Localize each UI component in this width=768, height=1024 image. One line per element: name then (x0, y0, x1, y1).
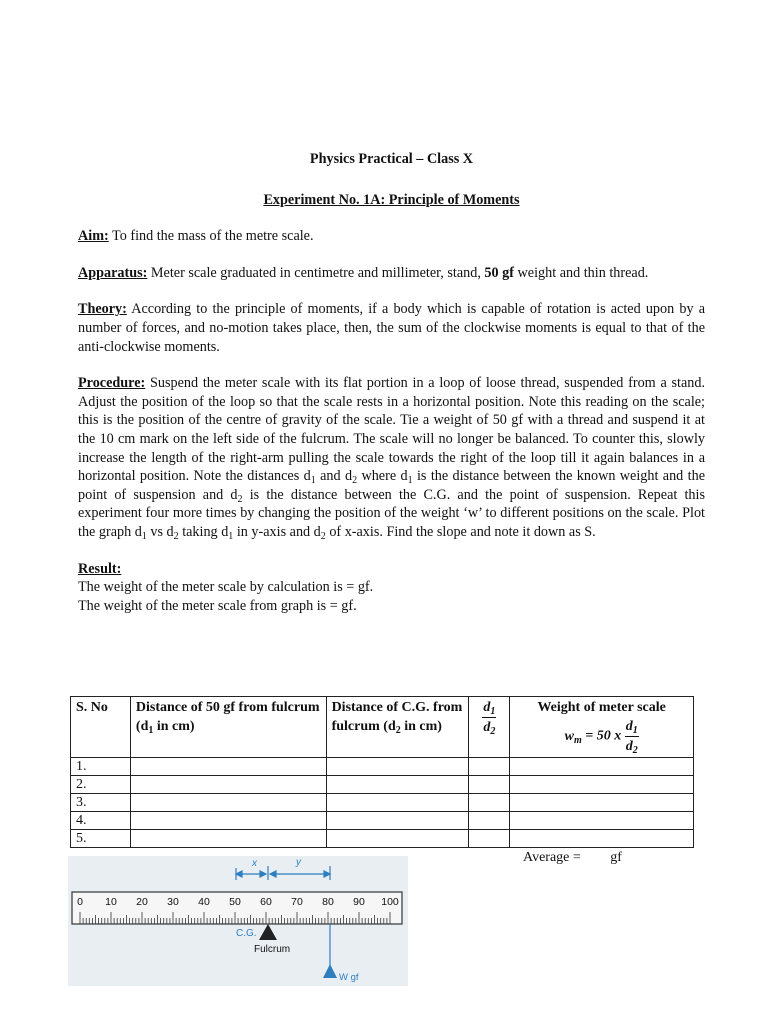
apparatus-bold: 50 gf (484, 264, 514, 281)
result-line-calculation: The weight of the meter scale by calculation is = gf. (78, 579, 374, 596)
procedure-text: and d (315, 468, 353, 485)
subscript: 1 (407, 475, 413, 487)
result-label: Result: (78, 560, 122, 577)
experiment-title: Experiment No. 1A: Principle of Moments (263, 191, 520, 208)
scale-tick-label: 0 (77, 896, 83, 908)
cell-input[interactable] (510, 812, 694, 830)
scale-tick-label: 10 (105, 896, 117, 908)
cell-input[interactable] (326, 830, 469, 848)
subscript: 1 (228, 530, 234, 542)
scale-tick-label: 80 (322, 896, 334, 908)
cell-input[interactable] (130, 776, 326, 794)
procedure-text: of x-axis. Find the slope and note it down as S. (325, 523, 596, 540)
apparatus-text-1: Meter scale graduated in centimetre and millimeter, stand, (147, 264, 485, 281)
scale-tick-label: 60 (260, 896, 272, 908)
cell-input[interactable] (469, 812, 510, 830)
cell-input[interactable] (326, 812, 469, 830)
cell-input[interactable] (469, 776, 510, 794)
scale-tick-label: 20 (136, 896, 148, 908)
observation-table (70, 696, 694, 848)
apparatus-label: Apparatus: (78, 264, 148, 281)
cell-input[interactable] (326, 776, 469, 794)
subscript: 2 (352, 475, 358, 487)
procedure-text: is the distance between the C.G. and the point of suspension. Repeat this experiment four more times by changing the position of the weight ‘w’ to different positions on the scale. Plot the graph d (78, 486, 705, 540)
header-weight (510, 697, 694, 758)
procedure-text: is the distance between the known weight and the point of suspension and d (78, 468, 705, 503)
cell-input[interactable] (130, 758, 326, 776)
header-distance-50gf: Distance of 50 gf from fulcrum ($d_1$ in cm) (130, 697, 326, 758)
cell-input[interactable] (510, 776, 694, 794)
cell-input[interactable] (130, 794, 326, 812)
apparatus-text-2: weight and thin thread. (513, 264, 649, 281)
weight-label: W gf (339, 972, 359, 983)
procedure-section (78, 374, 705, 541)
cell-input[interactable] (510, 758, 694, 776)
result-section (78, 560, 705, 616)
scale-tick-label: 30 (167, 896, 179, 908)
average-unit: gf (610, 850, 622, 865)
subscript: 2 (173, 530, 179, 542)
scale-tick-label: 40 (198, 896, 210, 908)
average-label: Average = (523, 850, 581, 865)
cell-input[interactable] (469, 758, 510, 776)
theory-section (78, 300, 705, 356)
apparatus-section (78, 264, 705, 283)
average-line (523, 850, 622, 866)
cell-input[interactable] (130, 812, 326, 830)
document-body (78, 150, 705, 615)
result-line-graph: The weight of the meter scale from graph is = gf. (78, 597, 357, 614)
fulcrum-label: Fulcrum (254, 944, 291, 955)
y-label: y (296, 857, 301, 868)
header-ratio (469, 697, 510, 758)
formula-fraction: $\frac{d_1}{d_2}$ (625, 719, 638, 756)
page-title: Physics Practical – Class X (309, 151, 474, 167)
meter-scale-diagram (68, 856, 408, 986)
aim-section (78, 227, 705, 246)
weight-formula: $w_m = 50$ x $\frac{d_1}{d_2}$ (564, 719, 638, 756)
scale-tick-label: 90 (353, 896, 365, 908)
aim-text: To find the mass of the metre scale. (108, 228, 314, 245)
weight-title: Weight of meter scale (537, 700, 666, 715)
scale-tick-label: 100 (381, 896, 399, 908)
subscript: 2 (237, 493, 243, 505)
table-row: 1. (71, 758, 694, 776)
cell-input[interactable] (510, 830, 694, 848)
cg-label: C.G. (236, 928, 257, 939)
header-distance-cg: Distance of C.G. from fulcrum ($d_2$ in cm) (326, 697, 469, 758)
table-row: 2. (71, 776, 694, 794)
table-row: 4. (71, 812, 694, 830)
aim-label: Aim: (78, 228, 109, 245)
cell-input[interactable] (510, 794, 694, 812)
procedure-label: Procedure: (78, 375, 146, 392)
subscript: 1 (141, 530, 147, 542)
cell-input[interactable] (326, 794, 469, 812)
scale-tick-label: 50 (229, 896, 241, 908)
procedure-text: vs d (146, 523, 174, 540)
subscript: 2 (320, 530, 326, 542)
procedure-text: where d (357, 468, 408, 485)
theory-label: Theory: (78, 301, 127, 318)
table-row: 3. (71, 794, 694, 812)
cell-input[interactable] (326, 758, 469, 776)
scale-tick-label: 70 (291, 896, 303, 908)
table-row: 5. (71, 830, 694, 848)
header-sno: S. No (71, 697, 131, 758)
table-header-row (71, 697, 694, 758)
ratio-fraction: $\frac{d_1}{d_2}$ (483, 700, 496, 737)
cell-input[interactable] (469, 794, 510, 812)
procedure-text: taking d (178, 523, 229, 540)
cell-input[interactable] (130, 830, 326, 848)
subscript: 1 (310, 475, 316, 487)
procedure-text: in y-axis and d (233, 523, 321, 540)
procedure-text: Suspend the meter scale with its flat portion in a loop of loose thread, suspended from a stand. Adjust the position of the loop so that the scale rests in a horizontal position. Note this reading on the scale; this is the position of the centre of gravity of the scale. Tie a weight of 50 gf with a thread and suspend it at the 10 cm mark on the left side of the fulcrum. The scale will no longer be balanced. To counter this, slowly increase the length of the right-arm pulling the scale towards the right of the loop till it again balances in a horizontal position. Note the distances d (78, 375, 705, 485)
theory-text: According to the principle of moments, if a body which is capable of rotation is acted upon by a number of forces, and no-motion takes place, then, the sum of the clockwise moments is equal to that of the anti-clockwise moments. (78, 301, 705, 355)
cell-input[interactable] (469, 830, 510, 848)
x-label: x (252, 858, 257, 869)
